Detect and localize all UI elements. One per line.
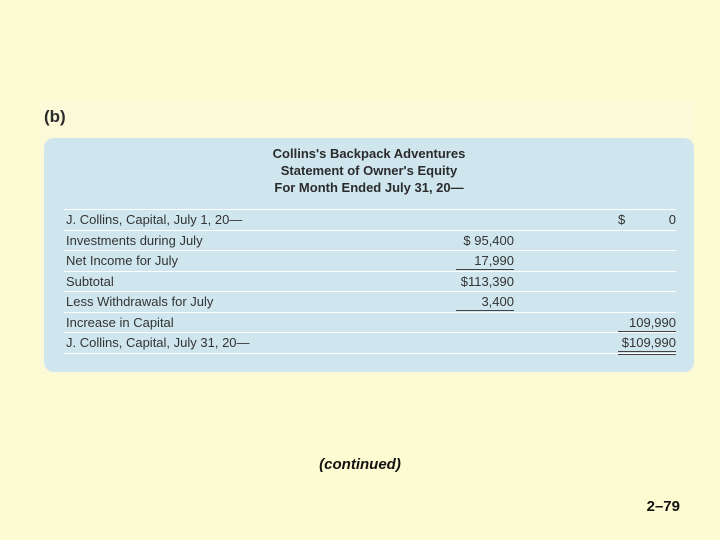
row-mid-amount: $113,390: [460, 274, 514, 289]
row-mid-amount: 17,990: [474, 253, 514, 268]
row-label: Increase in Capital: [66, 315, 174, 330]
row-label: Less Withdrawals for July: [66, 294, 214, 309]
row-divider: [64, 332, 676, 333]
row-divider: [64, 209, 676, 210]
row-divider: [64, 271, 676, 272]
currency-symbol: $: [618, 212, 626, 227]
row-mid-amount: $ 95,400: [463, 233, 514, 248]
row-right-amount: $109,990: [621, 335, 676, 350]
statement-box: [44, 138, 694, 372]
row-divider: [64, 312, 676, 313]
row-divider: [64, 291, 676, 292]
part-label: (b): [44, 107, 66, 126]
total-double-underline-bottom: [618, 354, 676, 355]
total-double-underline-top: [618, 351, 676, 352]
row-mid-amount: 3,400: [481, 294, 514, 309]
row-divider: [64, 353, 676, 354]
row-divider: [64, 250, 676, 251]
statement-company: Collins's Backpack Adventures: [272, 146, 466, 161]
increase-underline: [618, 331, 676, 332]
row-label: Investments during July: [66, 233, 203, 248]
row-label: J. Collins, Capital, July 1, 20—: [66, 212, 243, 227]
row-label: Net Income for July: [66, 253, 178, 268]
row-label: J. Collins, Capital, July 31, 20—: [66, 335, 250, 350]
statement-period: For Month Ended July 31, 20—: [274, 180, 464, 195]
withdrawals-underline: [456, 310, 514, 311]
row-divider: [64, 230, 676, 231]
row-label: Subtotal: [66, 274, 114, 289]
statement-title: Statement of Owner's Equity: [280, 163, 458, 178]
row-right-amount: 0: [668, 212, 676, 227]
row-right-amount: 109,990: [629, 315, 676, 330]
page-number: 2–79: [646, 498, 680, 515]
subtotal-underline: [456, 269, 514, 270]
continued-note: (continued): [319, 456, 401, 473]
